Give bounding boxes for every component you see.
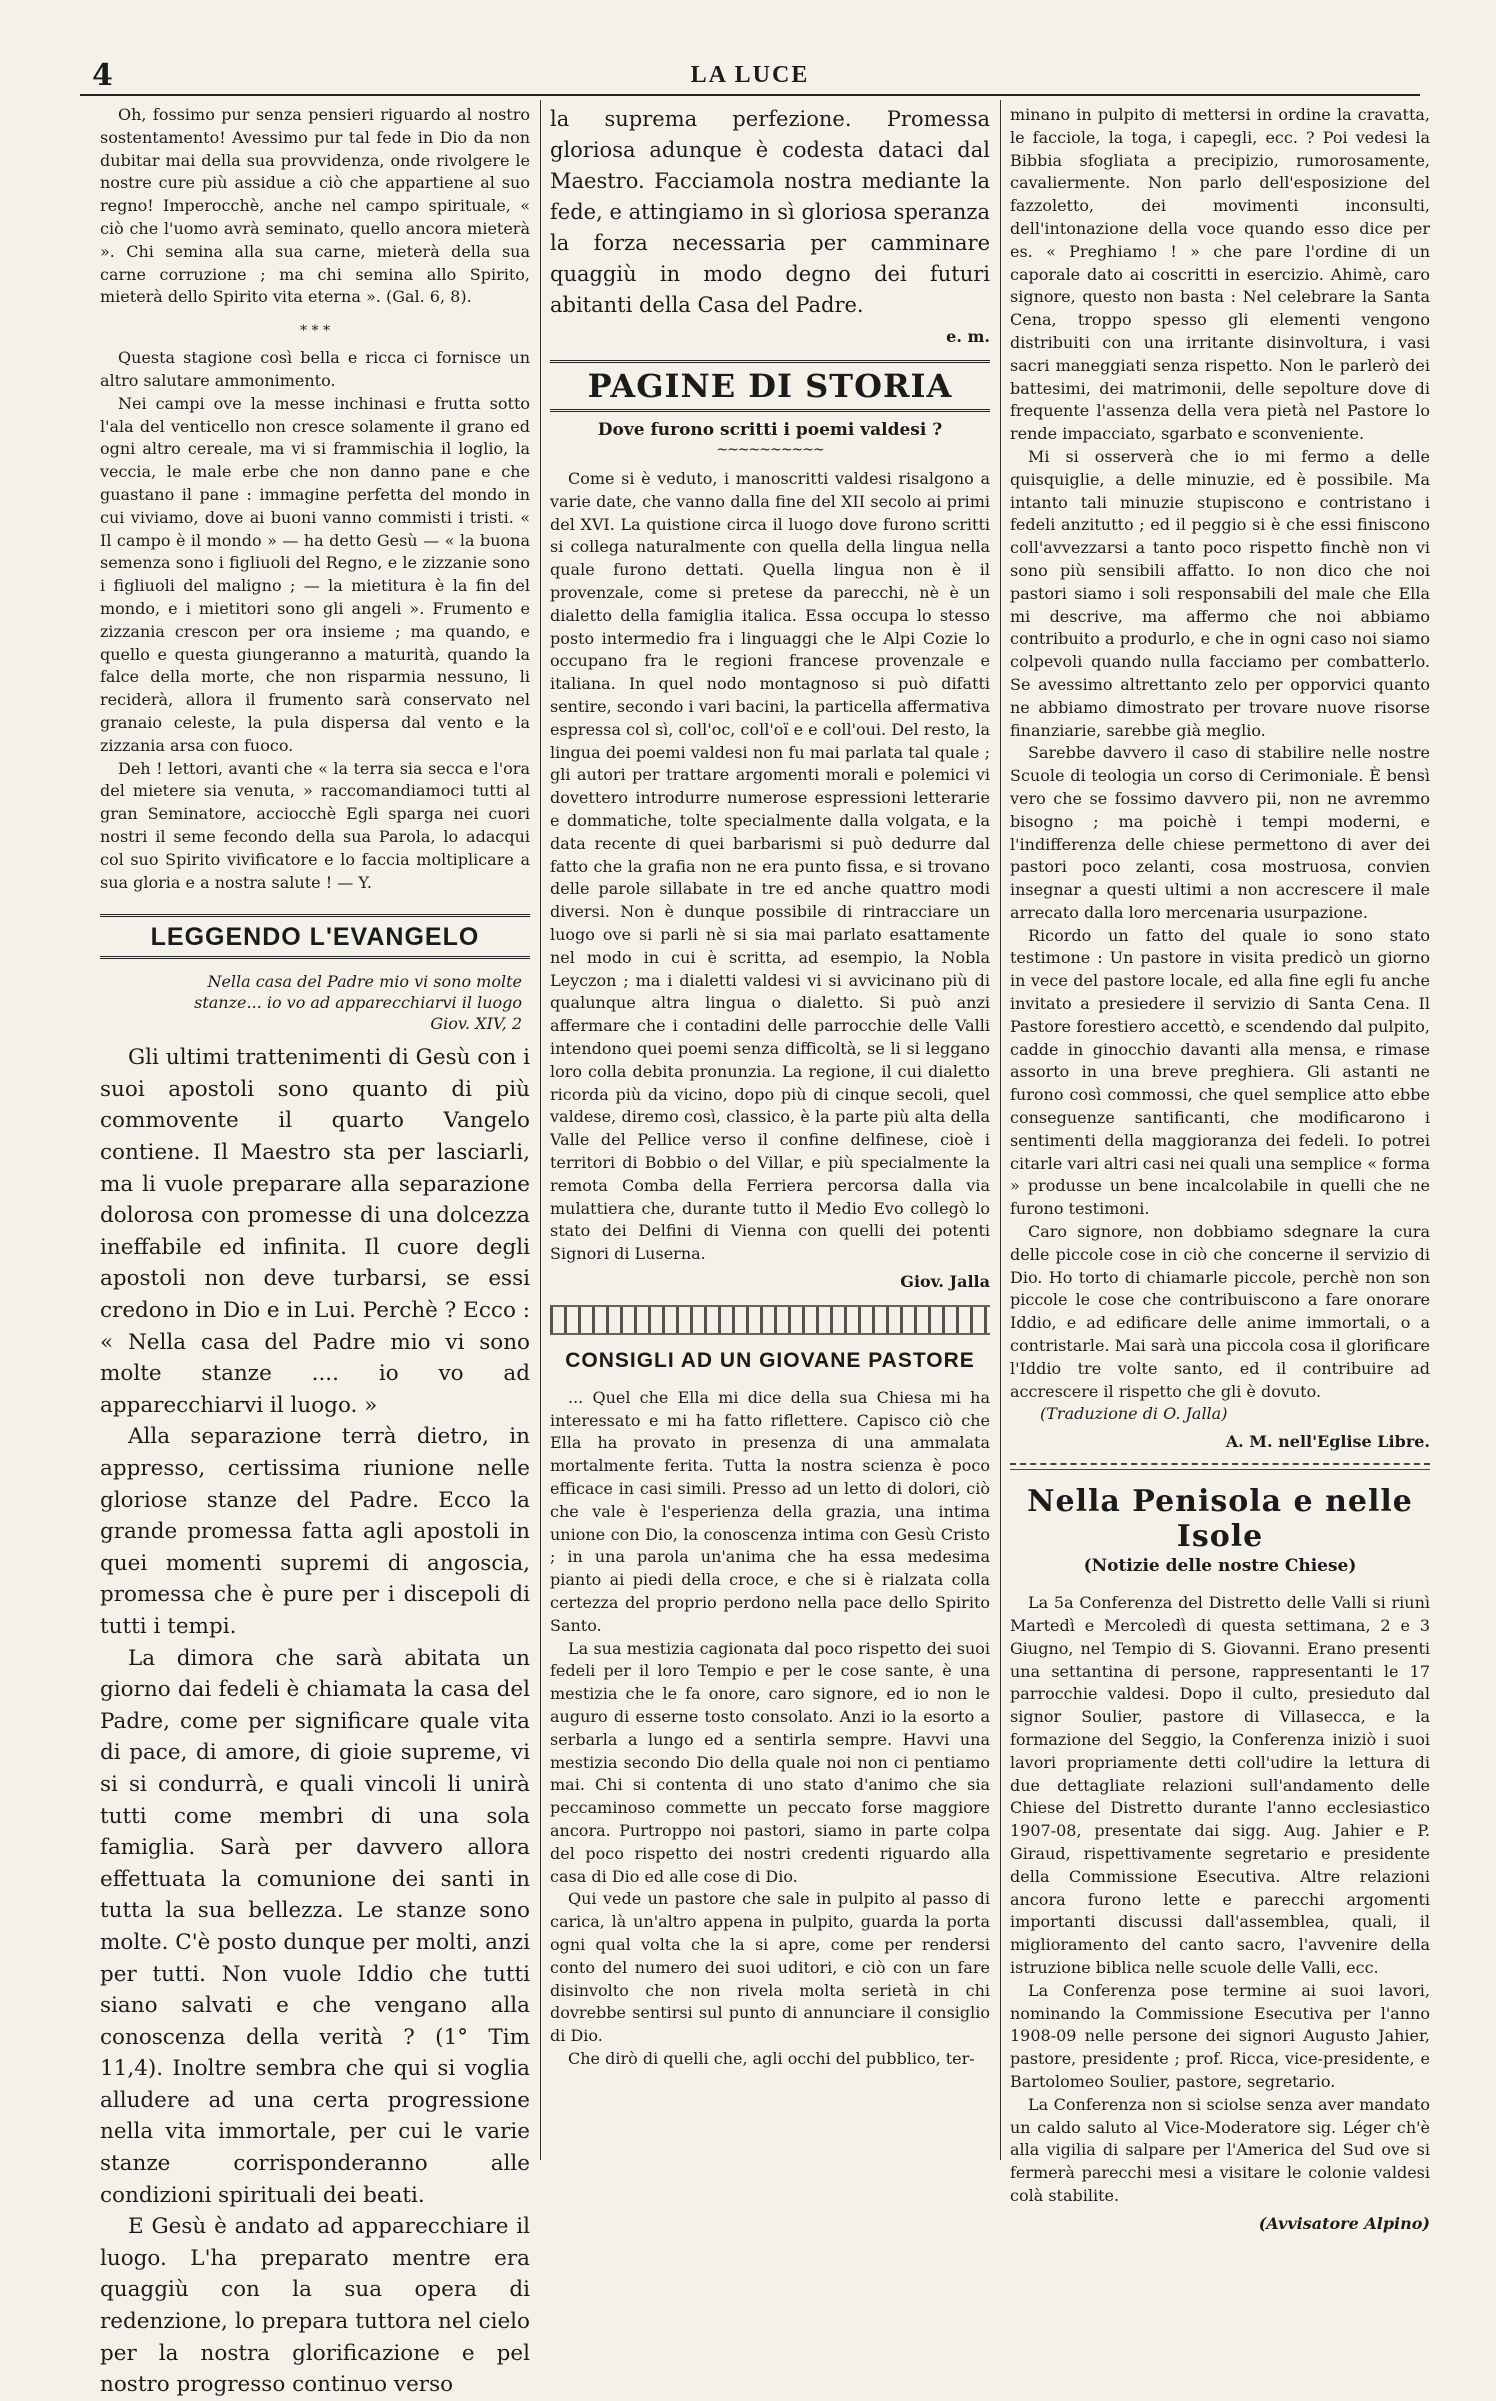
column-1: [100, 104, 530, 2398]
column-divider-1: [540, 100, 541, 2160]
paragraph: Oh, fossimo pur senza pensieri riguardo al nostro sostentamento! Avessimo pur tal fede in Dio da non dubitar mai della sua provvidenza, onde rivolgere le nostre cure più assidue a ciò che appartiene al suo regno! Imperocchè, anche nel campo spirituale, « ciò che l'uomo avrà seminato, quello ancora mieterà ». Chi semina alla sua carne, mieterà della sua carne corruzione ; ma chi semina allo Spirito, mieterà dello Spirito vita eterna ». (Gal. 6, 8).: [100, 105, 530, 307]
section-divider: [1010, 1463, 1430, 1465]
signature: e. m.: [946, 327, 990, 346]
paragraph: Nei campi ove la messe inchinasi e frutta sotto l'ala del venticello non cresce solamente il grano ed ogni altro cereale, ma vi si frammischia il loglio, la veccia, le male erbe che non danno pane e che guastano il pane : immagine perfetta del mondo in cui viviamo, dove ai buoni vanno commisti i tristi. « Il campo è il mondo » — ha detto Gesù — « la buona semenza sono i figliuoli del Regno, e le zizzanie sono i figliuoli del maligno ; — la mietitura è la fin del mondo, e i mietitori sono gli angeli ». Frumento e zizzania crescon per ora insieme ; ma quando, e quello e questa giungeranno a maturità, quando la falce della morte, che non risparmia nessuno, li reciderà, allora il frumento sarà conservato nel granaio celeste, la pula dispersa dal vento e la zizzania arsa con fuoco.: [100, 393, 530, 755]
paragraph: E Gesù è andato ad apparecchiare il luogo. L'ha preparato mentre era quaggiù con la sua opera di redenzione, lo prepara tuttora nel cielo per la nostra glorificazione e pel nostro progresso continuo verso: [100, 2214, 530, 2398]
paragraph: La sua mestizia cagionata dal poco rispetto dei suoi fedeli per il loro Tempio e per le cose sante, è una mestizia che le fa onore, caro signore, ed io non le auguro di esserne tosto consolato. Anzi io la esorto a serbarla a lungo ed a sentirla sempre. Havvi una mestizia secondo Dio della quale noi non ci pentiamo mai. Chi si contenta di uno stato d'animo che sia peccaminoso commette un peccato forse maggiore ancora. Purtroppo noi pastori, siamo in parte colpa del poco rispetto dei nostri credenti riguardo alla casa di Dio ed alle cose di Dio.: [550, 1638, 990, 1886]
paragraph: Qui vede un pastore che sale in pulpito al passo di carica, là un'altro appena in pulpito, guarda la porta ogni qual volta che la si apre, come per rendersi conto del numero dei suoi uditori, e ciò con un fare disinvolto che non rivela molta serietà in chi dovrebbe sentirsi sul punto di annunciare il consiglio di Dio.: [550, 1889, 990, 2046]
epigraph-ref: Giov. XIV, 2: [430, 1014, 522, 1034]
epigraph: [140, 971, 522, 1034]
paragraph: Gli ultimi trattenimenti di Gesù con i suoi apostoli sono quanto di più commovente il quarto Vangelo contiene. Il Maestro sta per lasciarli, ma li vuole preparare alla separazione dolorosa con promesse di una dolcezza ineffabile ed infinita. Il cuore degli apostoli non deve turbarsi, se essi credono in Dio e in Lui. Perchè ? Ecco : « Nella casa del Padre mio vi sono molte stanze .... io vo ad apparecchiarvi il luogo. »: [100, 1045, 530, 1418]
paragraph: Ricordo un fatto del quale io sono stato testimone : Un pastore in visita predicò un giorno in vece del pastore locale, ed alla fine egli fu anche invitato a presiedere il servizio di Santa Cena. Il Pastore forestiero accettò, e scendendo dal pulpito, cadde in ginocchio davanti alla mensa, e rimase assorto in una breve preghiera. Gli astanti ne furono così commossi, che quel semplice atto ebbe conseguenze santificanti, che modificarono i sentimenti della maggioranza dei fedeli. Io potrei citarle vari altri casi nei quali una semplice « forma » produsse un bene incalcolabile in quelli che ne furono testimoni.: [1010, 925, 1430, 1219]
column-divider-2: [1000, 100, 1001, 2160]
article-subtitle: (Notizie delle nostre Chiese): [1083, 1556, 1357, 1577]
paragraph: Come si è veduto, i manoscritti valdesi risalgono a varie date, che vanno dalla fine del XII secolo ai primi del XVI. La quistione circa il luogo dove furono scritti si collega naturalmente con quella della lingua nella quale furono dettati. Quella lingua non è il provenzale, come si pretese da parecchi, nè è un dialetto della famiglia italica. Essa occupa lo stesso posto intermedio fra i linguaggi che le Alpi Cozie lo occupano fra le regioni francese provenzale e italiana. In quel nodo montagnoso si può difatti sentire, secondo i vari bacini, la particella affermativa espressa col sì, coll'oc, coll'oï e e coll'oui. Del resto, la lingua dei poemi valdesi non fu mai parlata tal quale ; gli autori per trattare argomenti morali e polemici vi dovettero introdurre numerose espressioni letterarie e dommatiche, tolte specialmente dalla volgata, e la data recente di quei barbarismi si può dedurre dal fatto che la grafia non ne era punto fissa, e si trovano delle parole sillabate in tre ed anche quattro modi diversi. Non è dunque possibile di rintracciare un luogo ove si parli nè si sia mai parlato esattamente nel modo in cui è scritta, ad esempio, la Nobla Leyczon ; ma i dialetti valdesi vi si avvicinano più di qualunque altra lingua o dialetto. Si può anzi affermare che i contadini delle parrocchie delle Valli intendono quei poemi senza difficoltà, se li si leggano loro colla debita pronunzia. La regione, il cui dialetto ricorda più da vicino, dopo più di cinque secoli, quel valdese, diremo così, classico, è la parte più alta della Valle del Pellice verso il confine delfinese, cioè i territori di Bobbio o del Villar, e più specialmente la remota Comba della Ferriera percorsa dalla via mulattiera che, durante tutto il Medio Evo collegò lo stato dei Delfini di Vienna con quelli dei potenti Signori di Luserna.: [550, 469, 990, 1264]
article-title: PAGINE DI STORIA: [587, 367, 953, 405]
section-stars: * * *: [300, 323, 330, 340]
paragraph: La Conferenza pose termine ai suoi lavori, nominando la Commissione Esecutiva per l'anno 1908-09 nelle persone dei signori Augusto Jahier, pastore, presidente ; prof. Ricca, vice-presidente, e Bartolomeo Soulier, pastore, segretario.: [1010, 1980, 1430, 2091]
masthead: LA LUCE: [690, 62, 810, 88]
paragraph: Sarebbe davvero il caso di stabilire nelle nostre Scuole di teologia un corso di Cerimoniale. È bensì vero che se fossimo davvero pii, non ne avremmo bisogno ; ma poichè i tempi moderni, e l'indifferenza delle chiese permettono di aver dei pastori poco zelanti, cosa mostruosa, convien insegnar a questi ultimi a non accrescere il male arrecato dalla loro mercenaria usurpazione.: [1010, 743, 1430, 922]
paragraph: Mi si osserverà che io mi fermo a delle quisquiglie, a delle minuzie, ed è possibile. Ma intanto tali minuzie stupiscono e contristano i fedeli anzitutto ; ed il peggio si è che essi finiscono coll'avvezzarsi a tanto poco rispetto finchè non vi sono più sensibili affatto. Io non dico che noi pastori siamo i soli responsabili del male che Ella mi descrive, ma affermo che noi abbiamo contribuito a produrlo, e che in ogni caso noi siamo colpevoli quando nulla facciamo per combatterlo. Se avessimo altrettanto zelo per opporvici quanto ne abbiamo dimostrato per trovare nuove risorse finanziarie, sarebbe già meglio.: [1010, 446, 1430, 740]
page-number: 4: [92, 58, 113, 93]
paragraph: La dimora che sarà abitata un giorno dai fedeli è chiamata la casa del Padre, come per significare quale vita di pace, di amore, di gioie supreme, vi si si condurrà, e quali vincoli li unirà tutti come membri di una sola famiglia. Sarà per davvero allora effettuata la comunione dei santi in tutta la sua bellezza. Le stanze sono molte. C'è posto dunque per molti, anzi per tutti. Non vuole Iddio che tutti siano salvati e che vengano alla conoscenza della verità ? (1° Tim 11,4). Inoltre sembra che qui si voglia alludere ad una certa progressione nella vita immortale, per cui le varie stanze corrisponderanno alle condizioni spirituali dei beati.: [100, 1645, 530, 2208]
paragraph: Questa stagione così bella e ricca ci fornisce un altro salutare ammonimento.: [100, 348, 530, 390]
paragraph: Che dirò di quelli che, agli occhi del pubblico, ter-: [568, 2049, 975, 2068]
column-3: [1010, 104, 1430, 2233]
paragraph: La Conferenza non si sciolse senza aver mandato un caldo saluto al Vice-Moderatore sig. Léger ch'è alla vigilia di salpare per l'America del Sud ove si fermerà parecchi mesi a visitare le colonie valdesi colà stabilite.: [1010, 2094, 1430, 2205]
article-title: CONSIGLI AD UN GIOVANE PASTORE: [565, 1348, 975, 1372]
article-title: Nella Penisola e nelle Isole: [1027, 1484, 1413, 1555]
ornamental-divider: [550, 1305, 990, 1335]
paragraph: La 5a Conferenza del Distretto delle Valli si riunì Martedì e Mercoledì di questa settimana, 2 e 3 Giugno, nel Tempio di S. Giovanni. Erano presenti una settantina di persone, rappresentanti le 17 parrocchie valdesi. Dopo il culto, presieduto dal signor Soulier, pastore di Villasecca, e la formazione del Seggio, la Conferenza iniziò i suoi lavori propriamente detti coll'udire la lettura di due dettagliate relazioni sull'andamento delle Chiese del Distretto durante l'anno ecclesiastico 1907-08, presentate dai sigg. Aug. Jahier e P. Giraud, rispettivamente segretario e presidente della Commissione Esecutiva. Altre relazioni ancora furono lette e parecchi argomenti importanti discussi dall'assemblea, quali, il miglioramento del canto sacro, l'avvenire della istruzione biblica nelle scuole delle Valli, ecc.: [1010, 1593, 1430, 1977]
translation-note: (Traduzione di O. Jalla): [1040, 1404, 1228, 1424]
article-title: LEGGENDO L'EVANGELO: [150, 923, 480, 952]
section-divider-thin: [1010, 1469, 1430, 1470]
signature: (Avvisatore Alpino): [1258, 2213, 1430, 2233]
header-rule: [80, 94, 1420, 96]
paragraph: la suprema perfezione. Promessa gloriosa adunque è codesta dataci dal Maestro. Facciamola nostra mediante la fede, e attingiamo in sì gloriosa speranza la forza necessaria per camminare quaggiù in modo degno dei futuri abitanti della Casa del Padre.: [550, 107, 990, 317]
article-title-box: [100, 914, 530, 959]
epigraph-text: Nella casa del Padre mio vi sono molte stanze... io vo ad apparecchiarvi il luogo: [194, 972, 522, 1013]
article-subtitle: Dove furono scritti i poemi valdesi ?: [597, 420, 943, 440]
paragraph: Deh ! lettori, avanti che « la terra sia secca e l'ora del mietere sia venuta, » raccomandiamoci tutti al gran Seminatore, acciocchè Egli sparga nei cuori nostri il seme fecondo della sua Parola, lo adacqui col suo Spirito vivificatore e lo faccia moltiplicare a sua gloria e a nostra salute ! — Y.: [100, 758, 530, 892]
article-title-box: [550, 360, 990, 412]
paragraph: ... Quel che Ella mi dice della sua Chiesa mi ha interessato e mi ha fatto riflettere. Capisco ciò che Ella ha provato in presenza di una ammalata mortalmente ferita. Tutta la nostra scienza è poco efficace in casi simili. Presso ad un letto di dolori, ciò che vale è l'esperienza della grazia, una intima unione con Dio, la conoscenza intima con Gesù Cristo ; in una parola un'anima che ha essa medesima pianto ai piedi della croce, e che si è rialzata colla certezza del proprio perdono nella pace dello Spirito Santo.: [550, 1387, 990, 1635]
signature: Giov. Jalla: [900, 1271, 990, 1291]
paragraph: minano in pulpito di mettersi in ordine la cravatta, le facciole, la toga, i capegli, ecc. ? Poi vedesi la Bibbia sfogliata a precipizio, rumorosamente, cavaliermente. Non parlo dell'esposizione del fazzoletto, dei movimenti inconsulti, dell'intonazione della voce quando esso dice per es. « Preghiamo ! » che pare l'ordine di un caporale dato ai coscritti in esercizio. Ahimè, caro signore, questo non basta : Nel celebrare la Santa Cena, troppo spesso gli elementi vengono distribuiti con una irritante disinvoltura, i vasi sacri maneggiati senza rispetto. Non le parlerò dei battesimi, dei matrimonii, delle sepolture dove di frequente l'assenza della vera pietà nel Pastore lo rende impacciato, sgarbato e sconveniente.: [1010, 105, 1430, 444]
paragraph: Caro signore, non dobbiamo sdegnare la cura delle piccole cose in ciò che concerne il servizio di Dio. Ho torto di chiamarle piccole, perchè non son piccole le cose che contribuiscono a fare onorare Iddio, e ad edificare delle anime immortali, o a contristarle. Mai sarà una piccola cosa il glorificare l'Iddio tre volte santo, ed il contribuire ad accrescere il rispetto che gli è dovuto.: [1010, 1222, 1430, 1401]
wavy-rule: ~~~~~~~~~~: [716, 442, 824, 458]
column-2: [550, 104, 990, 2206]
signature: A. M. nell'Eglise Libre.: [1225, 1432, 1430, 1452]
paragraph: Alla separazione terrà dietro, in appresso, certissima riunione nelle gloriose stanze del Padre. Ecco la grande promessa fatta agli apostoli in quei momenti supremi di angoscia, promessa che è pure per i discepoli di tutti i tempi.: [100, 1424, 530, 1639]
